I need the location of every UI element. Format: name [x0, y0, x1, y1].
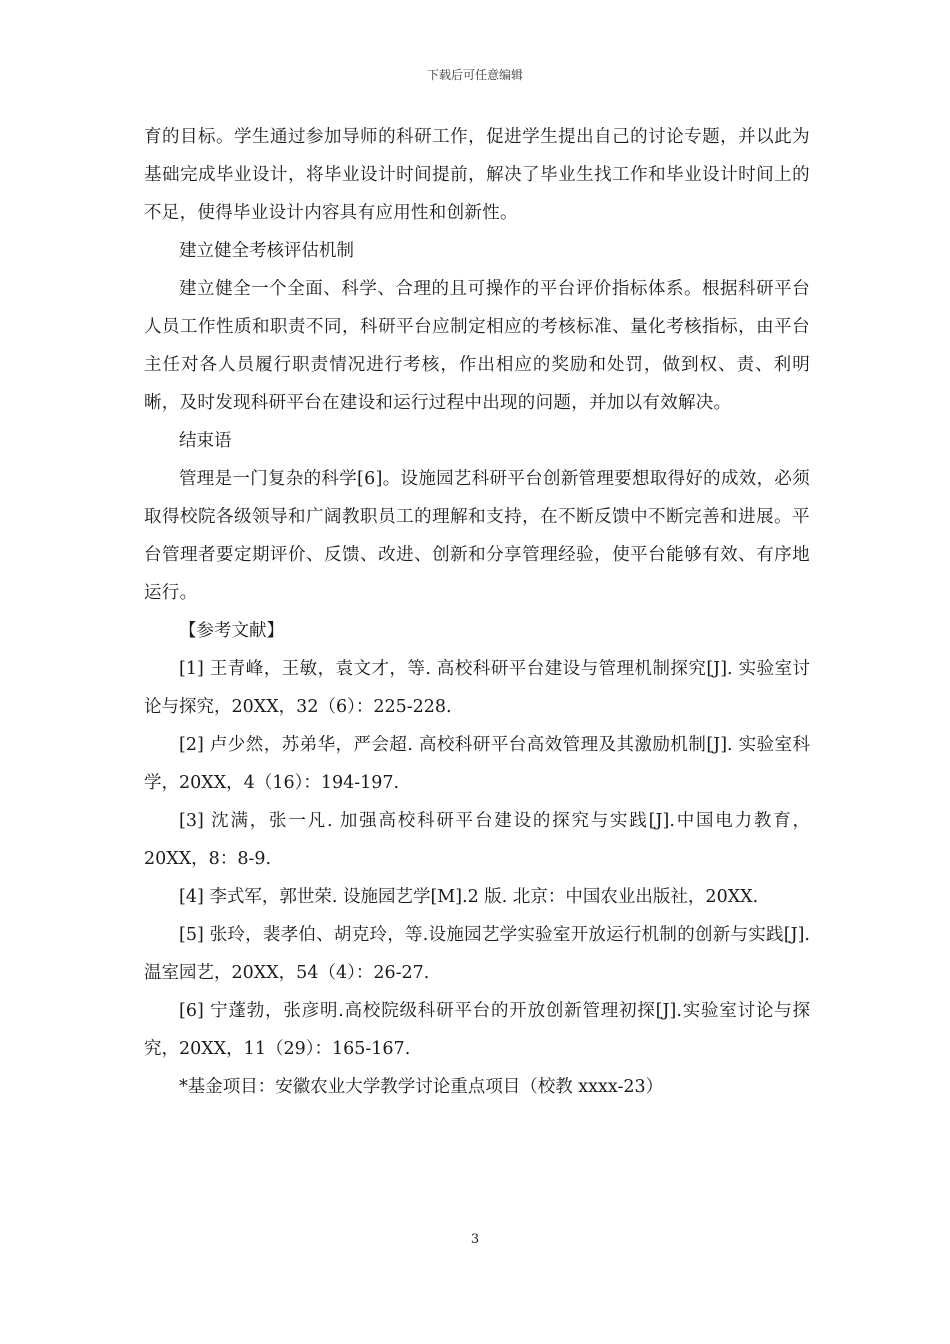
- reference-item: [1] 王青峰，王敏，袁文才，等. 高校科研平台建设与管理机制探究[J]. 实验室讨论与探究，20XX，32（6）：225-228.: [144, 659, 810, 717]
- fund-note: *基金项目：安徽农业大学教学讨论重点项目（校教 xxxx-23）: [179, 1077, 664, 1097]
- reference-item: [4] 李式军，郭世荣. 设施园艺学[M].2 版. 北京：中国农业出版社，20XX.: [179, 887, 759, 907]
- paragraph-assessment: 建立健全一个全面、科学、合理的且可操作的平台评价指标体系。根据科研平台人员工作性质和职责不同，科研平台应制定相应的考核标准、量化考核指标，由平台主任对各人员履行职责情况进行考核，作出相应的奖励和处罚，做到权、责、利明晰，及时发现科研平台在建设和运行过程中出现的问题，并加以有效解决。: [144, 279, 810, 413]
- references-title: 【参考文献】: [179, 621, 284, 641]
- document-body: [144, 118, 810, 1106]
- paragraph-conclusion: 管理是一门复杂的科学[6]。设施园艺科研平台创新管理要想取得好的成效，必须取得校院各级领导和广阔教职员工的理解和支持，在不断反馈中不断完善和进展。平台管理者要定期评价、反馈、改进、创新和分享管理经验，使平台能够有效、有序地运行。: [144, 469, 810, 603]
- reference-item: [6] 宁蓬勃，张彦明.高校院级科研平台的开放创新管理初探[J].实验室讨论与探究，20XX，11（29）：165-167.: [144, 1001, 810, 1059]
- reference-item: [2] 卢少然，苏弟华，严会超. 高校科研平台高效管理及其激励机制[J]. 实验室科学，20XX，4（16）：194-197.: [144, 735, 810, 793]
- reference-item: [5] 张玲，裴孝伯、胡克玲，等.设施园艺学实验室开放运行机制的创新与实践[J].温室园艺，20XX，54（4）：26-27.: [144, 925, 810, 983]
- page-number: 3: [470, 1232, 480, 1247]
- section-heading-assessment: 建立健全考核评估机制: [179, 241, 354, 261]
- reference-item: [3] 沈满，张一凡. 加强高校科研平台建设的探究与实践[J].中国电力教育，20XX，8：8-9.: [144, 811, 810, 869]
- page-header-note: 下载后可任意编辑: [426, 68, 523, 82]
- paragraph-continued: 育的目标。学生通过参加导师的科研工作，促进学生提出自己的讨论专题，并以此为基础完成毕业设计，将毕业设计时间提前，解决了毕业生找工作和毕业设计时间上的不足，使得毕业设计内容具有应用性和创新性。: [144, 127, 810, 223]
- section-heading-conclusion: 结束语: [179, 431, 232, 451]
